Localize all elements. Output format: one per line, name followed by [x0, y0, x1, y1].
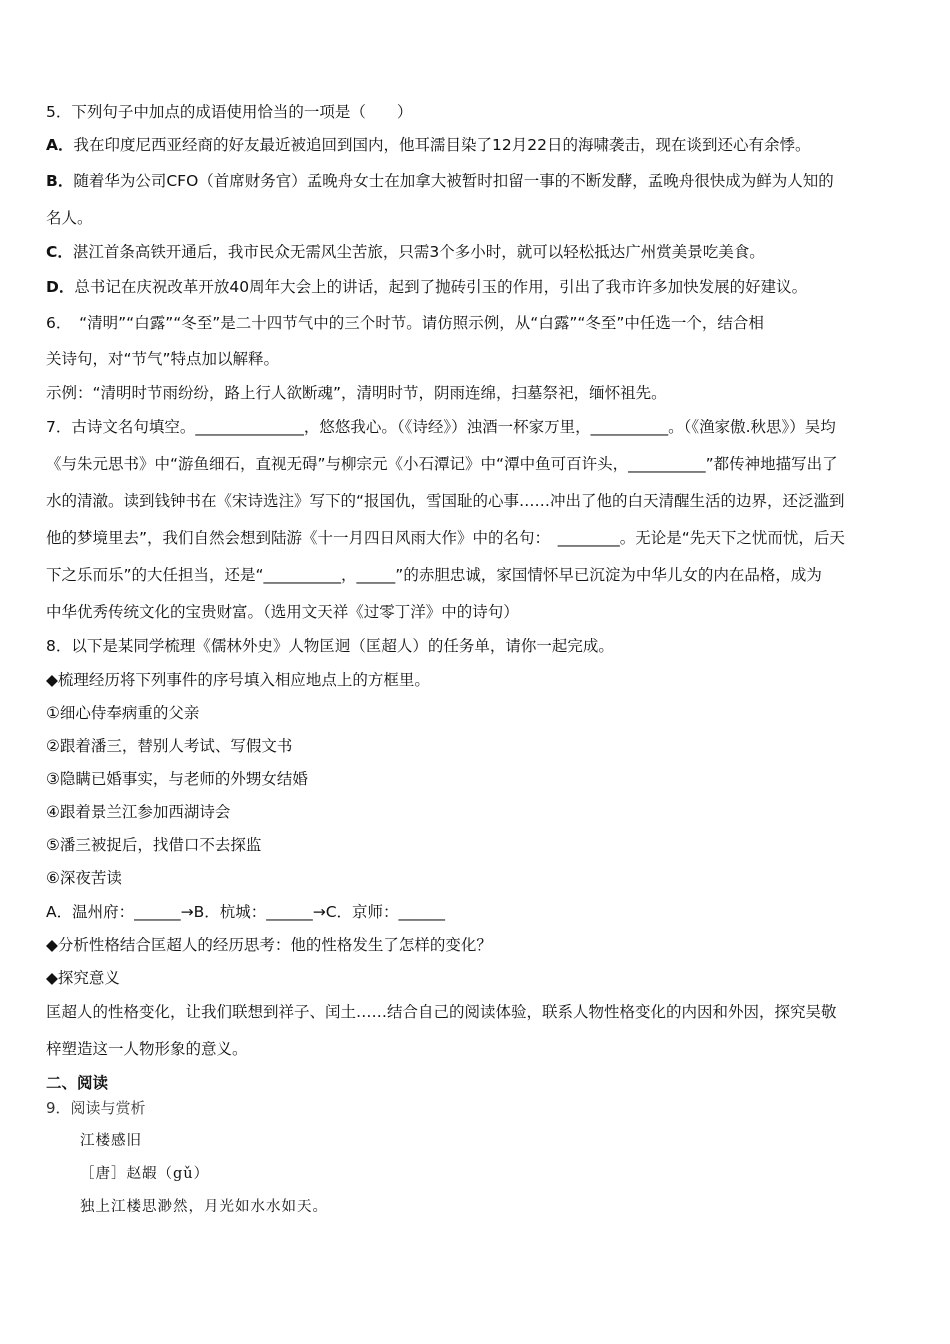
q5-option-c-text: 湛江首条高铁开通后，我市民众无需风尘苦旅，只需3个多小时，就可以轻松抵达广州赏美景吃美食。	[72, 243, 765, 261]
q8-task-explore: ◆探究意义	[46, 969, 120, 987]
q8-task-analyze: ◆分析性格结合匡超人的经历思考：他的性格发生了怎样的变化？	[46, 936, 492, 954]
q5-option-b-label: B．	[46, 172, 74, 190]
q5-option-b	[46, 170, 908, 192]
q6-line-1: 6． “清明”“白露”“冬至”是二十四节气中的三个时节。请仿照示例，从“白露”“冬至”中任选一个，结合相	[46, 314, 764, 332]
q7-line-2: 《与朱元思书》中“游鱼细石，直视无碍”与柳宗元《小石潭记》中“潭中鱼可百许头，__________”都传神地描写出了	[46, 455, 838, 473]
q5-option-c-label: C．	[46, 243, 73, 261]
q5-option-a-label: A．	[46, 136, 74, 154]
q6-example: 示例：“清明时节雨纷纷，路上行人欲断魂”，清明时节，阴雨连绵，扫墓祭祀，缅怀祖先。	[46, 384, 667, 402]
q5-option-a	[46, 134, 908, 156]
q5-option-a-text: 我在印度尼西亚经商的好友最近被追回到国内，他耳濡目染了12月22日的海啸袭击，现在谈到还心有余悸。	[73, 136, 811, 154]
poem-title: 江楼感旧	[80, 1133, 142, 1149]
q5-option-b-text: 随着华为公司CFO（首席财务官）孟晚舟女士在加拿大被暂时扣留一事的不断发酵，孟晚舟很快成为鲜为人知的	[73, 172, 834, 190]
q8-event-4: ④跟着景兰江参加西湖诗会	[46, 803, 231, 821]
q5-stem: 5．下列句子中加点的成语使用恰当的一项是（ ）	[46, 103, 413, 121]
q8-event-1: ①细心侍奉病重的父亲	[46, 704, 200, 722]
q8-explore-line-1: 匡超人的性格变化，让我们联想到祥子、闰土……结合自己的阅读体验，联系人物性格变化的内因和外因，探究吴敬	[46, 1003, 837, 1021]
poem-line-1: 独上江楼思渺然，月光如水水如天。	[80, 1199, 328, 1215]
q5-option-d	[46, 276, 908, 298]
q9-stem: 9．阅读与赏析	[46, 1099, 146, 1117]
q7-line-3: 水的清澈。读到钱钟书在《宋诗选注》写下的“报国仇，雪国耻的心事……冲出了他的白天清醒生活的边界，还泛滥到	[46, 492, 845, 510]
q7-line-6: 中华优秀传统文化的宝贵财富。（选用文天祥《过零丁洋》中的诗句）	[46, 603, 519, 621]
poem-author: ［唐］赵嘏（gǔ）	[80, 1166, 210, 1182]
q5-option-d-text: 总书记在庆祝改革开放40周年大会上的讲话，起到了抛砖引玉的作用，引出了我市许多加快发展的好建议。	[74, 278, 808, 296]
q8-route: A．温州府：______→B．杭城：______→C．京师：______	[46, 903, 446, 921]
q8-explore-line-2: 梓塑造这一人物形象的意义。	[46, 1040, 248, 1058]
q7-line-4: 他的梦境里去”，我们自然会想到陆游《十一月四日风雨大作》中的名句： ________。无论是“先天下之忧而忧，后天	[46, 529, 845, 547]
q5-option-c	[46, 241, 908, 263]
q8-event-2: ②跟着潘三，替别人考试、写假文书	[46, 737, 293, 755]
q8-event-6: ⑥深夜苦读	[46, 869, 122, 887]
q5-option-b-cont: 名人。	[46, 209, 93, 227]
q8-event-3: ③隐瞒已婚事实，与老师的外甥女结婚	[46, 770, 308, 788]
q8-event-5: ⑤潘三被捉后，找借口不去探监	[46, 836, 262, 854]
q7-line-1: 7．古诗文名句填空。______________，悠悠我心。（《诗经》）浊酒一杯家万里，__________。（《渔家傲.秋思》）吴均	[46, 418, 836, 436]
q6-line-2: 关诗句，对“节气”特点加以解释。	[46, 350, 280, 368]
q8-stem: 8．以下是某同学梳理《儒林外史》人物匡迥（匡超人）的任务单，请你一起完成。	[46, 637, 614, 655]
q8-task-sort: ◆梳理经历将下列事件的序号填入相应地点上的方框里。	[46, 671, 430, 689]
section-heading: 二、阅读	[46, 1074, 109, 1092]
q7-line-5: 下之乐而乐”的大任担当，还是“__________，_____”的赤胆忠诚，家国情怀早已沉淀为中华儿女的内在品格，成为	[46, 566, 822, 584]
q5-option-d-label: D．	[46, 278, 75, 296]
